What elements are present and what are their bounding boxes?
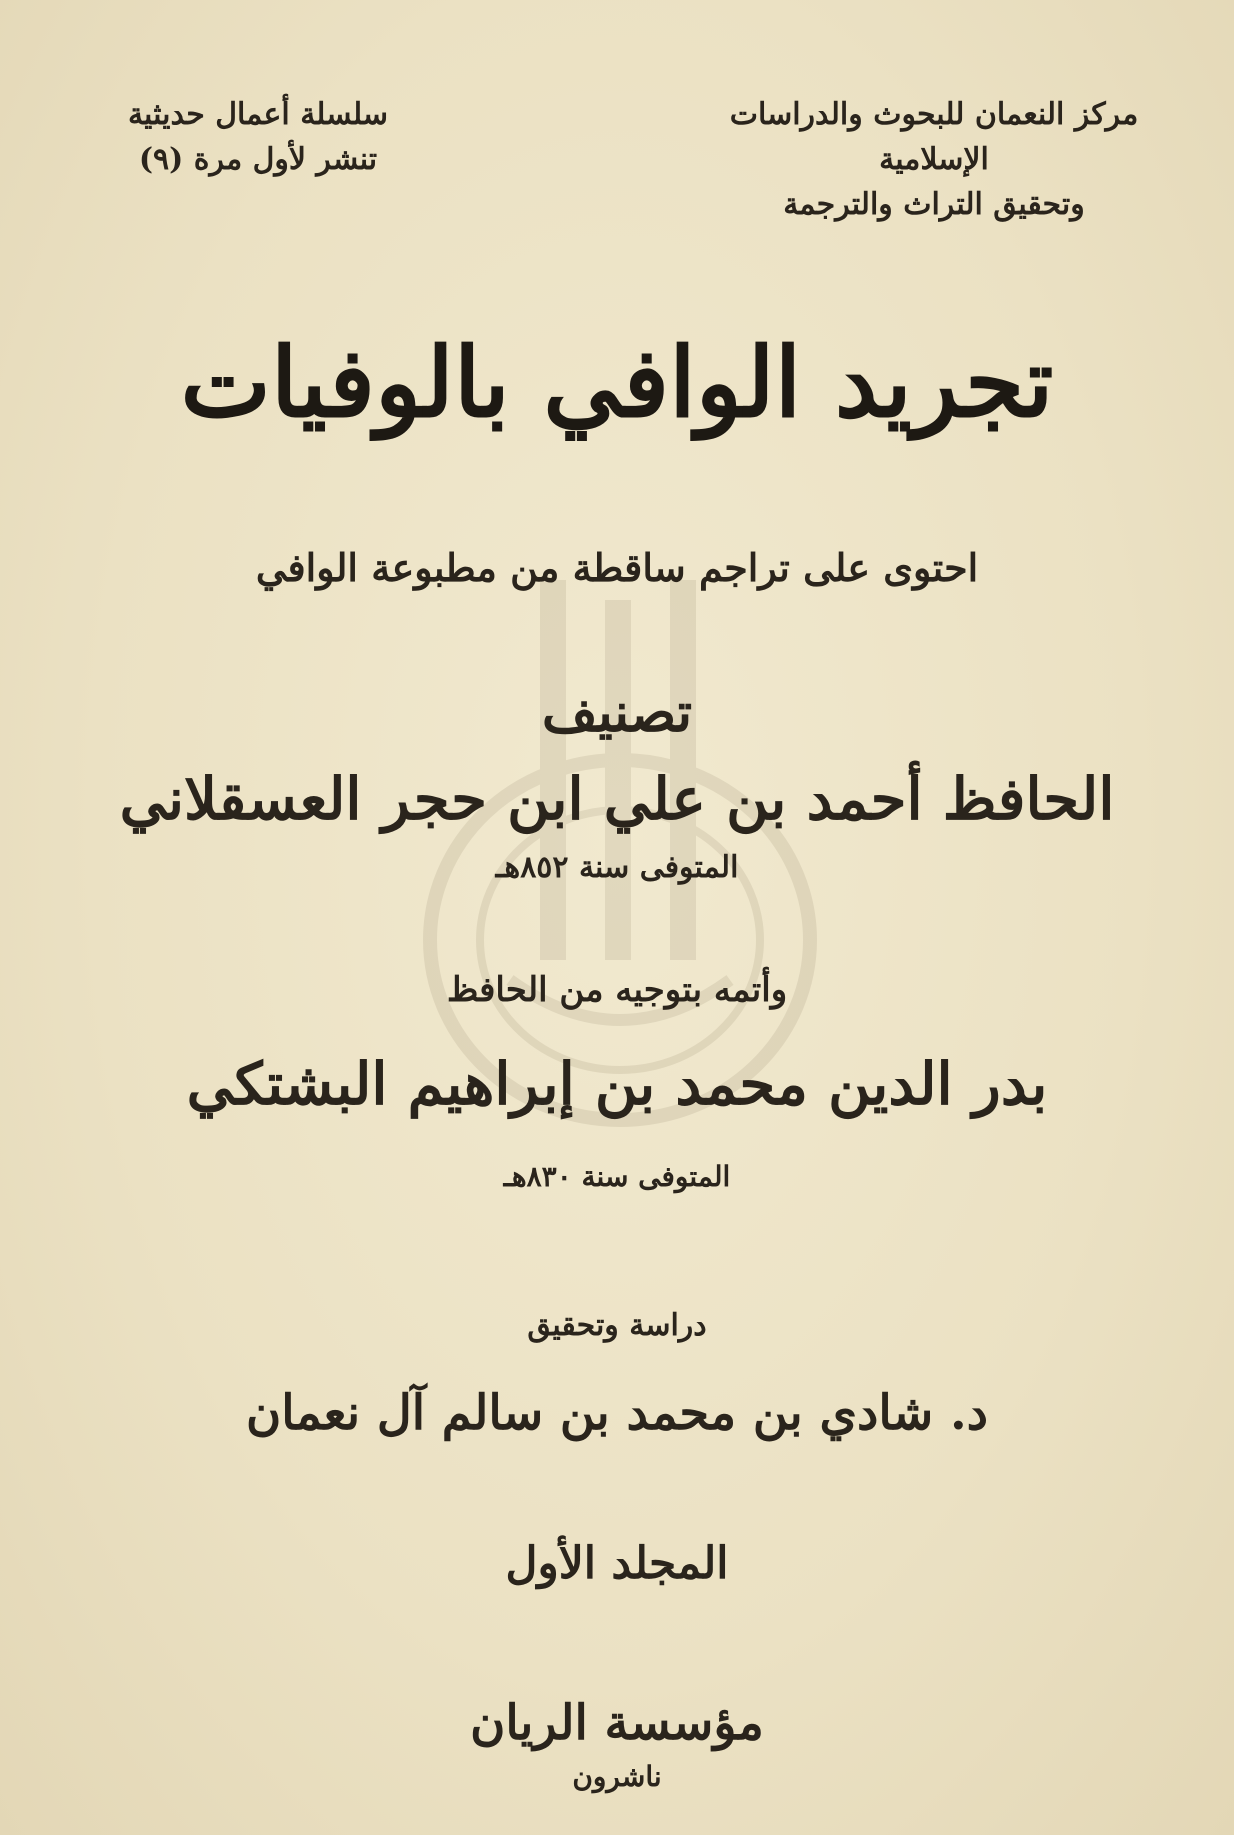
series-header	[78, 92, 438, 182]
completed-by-label: وأتمه بتوجيه من الحافظ	[446, 970, 788, 1010]
volume-label: المجلد الأول	[505, 1538, 729, 1589]
series-name: سلسلة أعمال حديثية	[127, 97, 389, 132]
book-subtitle: احتوى على تراجم ساقطة من مطبوعة الوافي	[255, 545, 979, 590]
book-title: تجريد الوافي بالوفيات	[180, 326, 1054, 439]
completer-name: بدر الدين محمد بن إبراهيم البشتكي	[186, 1050, 1048, 1118]
series-number: تنشر لأول مرة (٩)	[138, 142, 378, 177]
center-subtitle: وتحقيق التراث والترجمة	[783, 187, 1085, 222]
authoring-label: تصنيف	[541, 680, 693, 744]
publisher-role: ناشرون	[572, 1760, 662, 1793]
center-name: مركز النعمان للبحوث والدراسات الإسلامية	[729, 97, 1139, 177]
completer-death-date: المتوفى سنة ٨٣٠هـ	[503, 1160, 731, 1193]
editor-name: د. شادي بن محمد بن سالم آل نعمان	[245, 1385, 989, 1441]
publisher-name: مؤسسة الريان	[470, 1695, 764, 1751]
author-death-date: المتوفى سنة ٨٥٢هـ	[495, 850, 739, 885]
study-label: دراسة وتحقيق	[527, 1308, 707, 1343]
author-name: الحافظ أحمد بن علي ابن حجر العسقلاني	[119, 765, 1115, 833]
publisher-center-header	[674, 92, 1194, 227]
